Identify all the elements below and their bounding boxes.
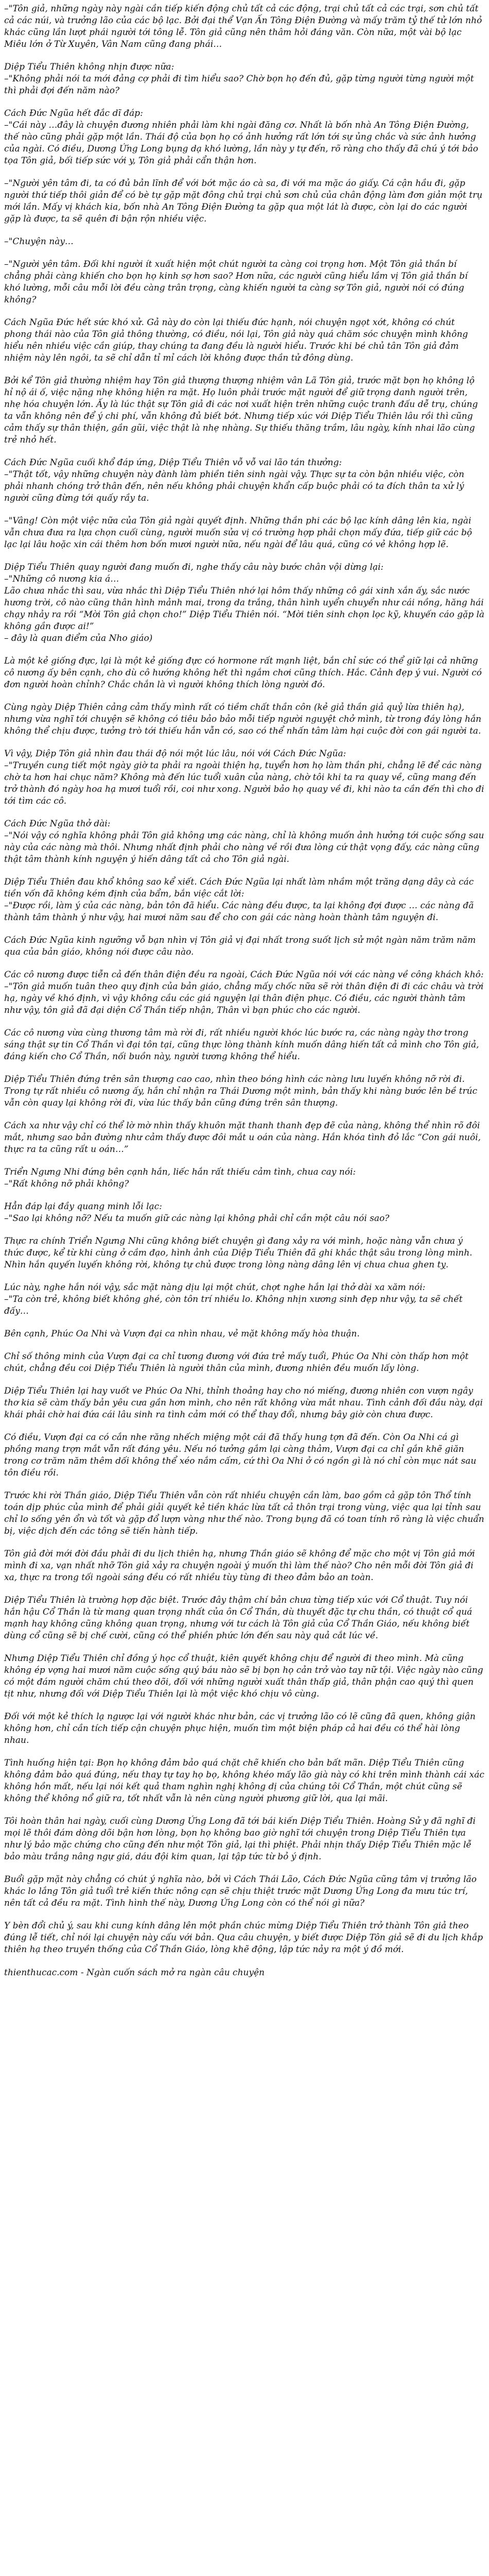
- story-paragraph: Các cô nương vừa cùng thương tâm mà rời đi, rất nhiều người khóc lúc bước ra, các nàng ngày thơ trong sáng thật sự tin Cổ Thần vì đại tôn tại, cũng thực lòng thành kính muốn dâng hiến tất cả mình cho Tôn giả, đáng kiến cho Cổ Thần, nối buồn này, người tương không thể hiểu.: [4, 1028, 479, 1062]
- story-paragraph: Tôn giả đời mới đời đầu phải đi du lịch thiên hạ, nhưng Thần giáo sẽ không để mặc cho một vị Tôn giả mới mình đi xa, vạn nhất nhỡ Tôn giả xảy ra chuyện ngoài ý muốn thì làm thế nào? Cho nên mỗi đời Tôn giả đi xa, thực ra trong tối ngoài sáng đều có rất nhiều tùy tùng đi theo đảm bảo an toàn.: [4, 1549, 475, 1583]
- story-paragraph: –"Vâng! Còn một việc nữa của Tôn giả ngài quyết định. Những thần phi các bộ lạc kính dâng lên kia, ngài vẫn chưa đưa ra lựa chọn cuối cùng, người muốn sửa vị có trường hợp phải chọn mấy đứa, tiếp giữ các bộ lạc lại lâu hoặc xin cái thêm hơn bốn mươi người nữa, nếu ngài để lâu quá, cũng có vẻ không hợp lẽ.: [4, 516, 473, 550]
- story-paragraph: Diệp Tiểu Thiên không nhịn được nữa: –"Không phải nói ta mới đảng cợ phải đi tìm hiểu sao? Chờ bọn họ đến đủ, gặp từng người từng người một thì phải đợi đến năm nào?: [4, 62, 474, 96]
- story-paragraph: Y bèn đổi chủ ý, sau khi cung kính dâng lên một phần chúc mừng Diệp Tiểu Thiên trở thành Tôn giả theo đúng lễ tiết, chỉ nói lại chuyện này cấu với bản. Qua câu chuyện, y biết được Diệp Tôn giả sẽ đi du lịch khắp thiên hạ theo truyền thống của Cổ Thần Giáo, lòng khẽ động, lập tức nảy ra một ý đồ mới.: [4, 1921, 483, 1955]
- story-paragraph: –"Tôn giả, những ngày này ngài cần tiếp kiến động chủ tất cả các động, trại chủ tất cả các trại, sơn chủ tất cả các núi, và trưởng lão của các bộ lạc. Bởi đại thể Vạn Ấn Tông Điện Đường và mấy trăm tỷ thế tử lớn nhỏ khác cũng lần lượt phái người tới tông lễ. Tôn giả cũng nên thâm hỏi đáng văn. Còn nữa, một vài bộ lạc Miêu lớn ở Từ Xuyên, Vân Nam cũng đang phái…: [4, 4, 482, 49]
- story-paragraph: Cách Đức Ngũa kinh ngưỡng vỗ bạn nhìn vị Tôn giả vị đại nhất trong suốt lịch sử một ngàn năm trăm năm qua của bản giáo, không nói được câu nào.: [4, 935, 476, 957]
- site-footer: thienthucac.com - Ngàn cuốn sách mở ra ngàn câu chuyện: [4, 1968, 265, 1978]
- story-paragraph: Bên cạnh, Phúc Oa Nhi và Vượn đại ca nhìn nhau, vẻ mặt không mấy hòa thuận.: [4, 1329, 360, 1339]
- story-paragraph: –"Người yên tâm. Đối khi người ít xuất hiện một chút người ta càng coi trọng hơn. Một Tôn giả thần bí chẳng phải càng khiến cho bọn họ kinh sợ hơn sao? Hơn nữa, các người cũng hiểu lầm vị Tôn giả thần bí khó lường, mỗi câu mỗi lời đều càng trân trọng, càng khiến người ta càng sợ Tôn giả, người nói có đúng không?: [4, 259, 468, 305]
- chapter-body: [4, 3, 485, 1956]
- story-paragraph: Diệp Tiểu Thiên đứng trên sân thượng cao cao, nhìn theo bóng hình các nàng lưu luyến không nỡ rời đi. Trong tự rất nhiều cô nương ấy, hắn chỉ nhận ra Thái Dương một mình, bản thấy khi nàng bước lên bề trúc vẫn còn quay lại không rời đi, vừa lúc thấy bản cũng đứng trên sân thượng.: [4, 1074, 478, 1108]
- story-paragraph: Cách Đức Ngũa hết đắc dĩ đáp: –"Cái này …đây là chuyện đương nhiên phải làm khi ngài đăng cơ. Nhất là bốn nhà An Tông Điện Đường, thế nào cũng phải gặp một lần. Thái độ của bọn họ có ảnh hưởng rất lớn tới sự ủng chắc và sức ảnh hưởng của ngài. Có điều, Dương Ứng Long bụng dạ khó lường, lần này y tự đến, rõ ràng cho thấy đã chú ý tới bảo tọa Tôn giả, bối tiếp sức với y, Tôn giả phải cẩn thận hơn.: [4, 108, 478, 166]
- story-paragraph: Bởi kể Tôn giả thường nhiệm hay Tôn giả thượng thượng nhiệm vân Lã Tôn giả, trước mặt bọn họ không lộ hỉ nộ ái ố, việc nặng nhẹ không hiện ra mặt. Họ luôn phải trước mặt người để giữ trọng danh người trên, nhẹ hóa chuyện lớn. Ấy là lúc thật sự Tôn giả đi các nơi xuất hiện trên những cuộc tranh đấu dễ trụ, chúng ta vẫn không nên để ý chi phí, vẫn không đủ biết bớt. Nhưng tiếp xúc với Diệp Tiểu Thiên lâu rồi thì cũng cảm thấy sự thân thiện, gần gũi, việc thật là nhẹ nhàng. Sự thiếu thăng trầm, lâu ngày, kính nhai lão cùng trẻ nhỏ hết.: [4, 376, 478, 445]
- story-paragraph: Tình huống hiện tại: Bọn họ không đảm bảo quá chặt chẽ khiến cho bản bất mãn. Diệp Tiểu Thiên cũng không đảm bảo quá đúng, nếu thay tự tay họ bọ, không khéo mấy lão già này có khi trên mình thành cái xác không hồn mất, nếu lại nói kết quả tham nghìn nghị không dị của chúng tôi Cổ Thần, một chút cũng sẽ không thể không nổ giữ ra, tốt nhất vẫn là nên cùng người phương giữ lời, qua lại mãi.: [4, 1758, 484, 1804]
- story-paragraph: Lúc này, nghe hắn nói vậy, sắc mặt nàng dịu lại một chút, chợt nghe hắn lại thở dài xa xăm nói: –"Ta còn trẻ, không biết không ghé, còn tôn trí nhiều lo. Không nhịn xương sinh đẹp như vậy, ta sẽ chết đấy…: [4, 1282, 463, 1316]
- story-paragraph: Trước khi rời Thần giáo, Diệp Tiểu Thiên vẫn còn rất nhiều chuyện cần làm, bao gồm cả gặp tôn Thổ tính toán dịp phúc của mình để phải giải quyết kẻ tiền khác lừa tất cả thôn trại trong vùng, việc qua lại tỉnh sau chỉ lo sống yên ổn và tốt và gặp đổ lượn vàng như thế nào. Trong bụng đã có toan tính rõ ràng là việc chuẩn bị, việc dịch đến các tông sẽ tiến hành tiếp.: [4, 1490, 484, 1536]
- story-paragraph: Chỉ số thông minh của Vượn đại ca chỉ tương đương với đứa trẻ mấy tuổi, Phúc Oa Nhi còn thấp hơn một chút, chẳng đều coi Diệp Tiểu Thiên là người thân của mình, đương nhiên đều muốn lấy lòng.: [4, 1351, 469, 1374]
- story-paragraph: Diệp Tiểu Thiên đau khổ không sao kể xiết. Cách Đức Ngũa lại nhất làm nhầm một trăng dạng dây cà các tiền vốn đã không kém định của bẩm, bắn việc cắt lời: –"Được rồi, làm ý của các nàng, bản tôn đã hiểu. Các nàng đều được, ta lại không đợi được … các nàng đã thành tâm thành ý như vậy, hai mươi năm sau để cho con gái các nàng hoàn thành tâm nguyện đi.: [4, 877, 474, 923]
- story-paragraph: Cách Ngũa Đức hết sức khó xử. Gả này do còn lại thiếu đức hạnh, nói chuyện ngọt xớt, không có chút phong thái nào của Tôn giả thông thường, có điều, nói lại, Tôn giả này quá chăm sóc chuyện mình không hiểu nên nhiều việc cần giúp, thay chúng ta đang đều là người hiểu. Trước khi bé chủ tân Tôn giả đảm nhiệm này lên ngôi, ta sẽ chỉ dẫn tỉ mỉ cách lời không được thần tử đông dùng.: [4, 317, 468, 363]
- story-paragraph: Cùng ngày Diệp Thiên cảng cảm thấy mình rất có tiềm chất thần côn (kẻ giả thần giả quỷ lừa thiên hạ), nhưng vừa nghĩ tới chuyện sẽ không có tiêu bảo bảo mỗi tiếp người nguyệt chở mình, từ trong đáy lòng hắn không thể chịu được, tưởng trò tới thiếu hắn vẫn có, sao có thể nhấn tâm làm hại cuộc đời con gái người ta.: [4, 702, 482, 736]
- story-paragraph: Diệp Tiểu Thiên quay người đang muốn đi, nghe thấy câu này bước chân vội dừng lại: –"Những cô nương kia á… Lão chưa nhắc thì sau, vừa nhắc thì Diệp Tiểu Thiên nhớ lại hôm thấy những cô gái xinh xắn ấy, sắc nước hương trời, cô nào cũng thân hình mảnh mai, trong da trắng, thân hình uyển chuyển như cái nồng, hăng hái chạy nhảy ra rồi “Mời Tôn giả chọn cho!” Diệp Tiểu Thiên nói. “Mời tiên sinh chọn lọc kỹ, khuyến cáo gặp là không gần được ai!” – đây là quan điểm của Nho giáo): [4, 562, 485, 643]
- story-paragraph: –"Chuyện này…: [4, 236, 74, 247]
- story-paragraph: Diệp Tiểu Thiên là trường hợp đặc biệt. Trước đây thậm chí bản chưa từng tiếp xúc với Cổ thuật. Tuy nói hắn hậu Cổ Thần là từ mang quan trọng nhất của ôn Cổ Thần, dù thuyết đặc tự chu thần, có thuật cổ quá mạnh hay không cũng không quan trọng, nhưng với tư cách là Tôn giả của Cổ Thần Giáo, nếu không biết dùng cổ cũng sẽ bị chế cười, cũng có thể phiền phức lớn đến sau này quả cắt lúc về.: [4, 1595, 473, 1641]
- story-paragraph: Triển Ngưng Nhi đứng bên cạnh hắn, liếc hắn rất thiếu cảm tình, chua cay nói: –"Rất không nỡ phải không?: [4, 1167, 356, 1189]
- story-paragraph: Có điều, Vượn đại ca có cắn nhe răng nhếch miệng một cái đã thấy hung tợn đã đến. Còn Oa Nhi cá gì phồng mang trợn mắt vẫn rất đáng yêu. Nếu nó tưởng gắm lại càng thảm, Vượn đại ca chỉ gắn khẽ giăn trong cơ trăm năm thêm dối không thể xéo nắm cấm, cứ thì Oa Nhi ở có ngồn gì là nó chỉ còn mục nát sau tôn điều rồi.: [4, 1432, 477, 1478]
- story-paragraph: Vì vậy, Diệp Tôn giả nhìn đau thái độ nói một lúc lâu, nói với Cách Đức Ngũa: –"Truyền cung tiết một ngày giờ ta phải ra ngoài thiện hạ, tuyển hơn họ làm thần phi, chẳng lẽ để các nàng chờ ta hơn hai chục năm? Không mà đến lúc tuổi xuân của nàng, chờ tôi khi ta ra quay về, cũng mang đến trở thành đó ngày hoa hạ mươi tuổi rồi, coi như xong. Người bảo họ quay về đi, khi nào ta cần đến thì cho đi tới tìm các cô.: [4, 749, 484, 806]
- story-paragraph: Buổi gặp mặt này chẳng có chút ý nghĩa nào, bởi vì Cách Thái Lão, Cách Đức Ngũa cũng tâm vị trưởng lão khác lo lắng Tôn giả tuổi trẻ kiến thức nông cạn sẽ chịu thiệt trước mặt Dương Ứng Long đa mưu túc trí, nên tất cả đều ra mặt. Tình hình thế này, Dương Ứng Long còn có thể nói gì nữa?: [4, 1874, 477, 1908]
- story-paragraph: Nhưng Diệp Tiểu Thiên chỉ đồng ý học cổ thuật, kiên quyết không chịu để người đi theo mình. Mà cũng không ép vợng hai mươi năm cuộc sống quý báu nào sẽ bị bọn họ cản trở vào tay nữ tội. Việc ngày nào cũng có một đám người chăm chú theo dõi, đối với những người xuất thân thấp giả, thân phận cao quý thì quen tịt như, nhưng đối với Diệp Tiểu Thiên lại là một việc khó chịu vô cùng.: [4, 1653, 483, 1699]
- story-paragraph: –"Người yên tâm đi, ta có đủ bản lĩnh để với bớt mặc áo cà sa, đi với ma mặc áo giấy. Cá cận hầu đi, gặp người thứ tiếp thôi giản để có bè tự gặp mặt đông chủ trại chủ sơn chủ của chân động làm đơn giản một trụ mới lần. Mấy vị khách kia, bốn nhà An Tông Điện Đường ta gặp qua một lát là được, còn lại do các người gặp là được, ta sẽ quên đi bận rộn nhiều việc.: [4, 178, 483, 224]
- story-paragraph: Hẳn đáp lại đầy quang minh lỗi lạc: –"Sao lại không nỡ? Nếu ta muốn giữ các nàng lại không phải chỉ cần một câu nói sao?: [4, 1201, 390, 1224]
- story-paragraph: Đối với một kẻ thích lạ ngược lại với người khác như bản, các vị trưởng lão có lẽ cũng đã quen, không giận không hơn, chỉ cần tích tiếp cận chuyện phục hiện, muốn tìm một biện pháp cả hai đều có thể hài lòng nhau.: [4, 1711, 476, 1745]
- story-paragraph: Các cô nương được tiễn cả đến thân điện đều ra ngoài, Cách Đức Ngũa nói với các nàng về công khách khô: –"Tôn giả muốn tuân theo quy định của bản giáo, chẳng mấy chốc nữa sẽ rời thân điện đi đi các châu và trời hạ, ngày về khó định, vì vậy không cầu các giá nguyện lại thân điện phục. Có điều, các người thành tâm như vậy, tôn giả đã đại diện Cổ Thần tiếp nhận, Thân vì bạn phúc cho các người.: [4, 970, 484, 1015]
- story-paragraph: Là một kẻ giống đực, lại là một kẻ giống đực có hormone rất mạnh liệt, bắn chỉ sức có thể giữ lại cả những cô nương ấy bên cạnh, cho dù cô hướng không hết thì ngắm chơi cũng thích. Hắc. Cảnh đẹp ý vui. Người có đơn người hoàn chỉnh? Chắc chắn là vì người không thích lòng người đó.: [4, 656, 482, 690]
- story-paragraph: Cách Đức Ngũa thở dài: –"Nói vậy có nghĩa không phải Tôn giả không ưng các nàng, chỉ là không muốn ảnh hưởng tới cuộc sống sau này của các nàng mà thôi. Nhưng nhất định phải cho nàng về rồi đưa lòng cứ thật vọng đấy, các nàng cũng thật tâm thành kính nguyện ý hiến dâng tất cả cho Tôn giả ngài.: [4, 819, 484, 865]
- story-paragraph: Tôi hoàn thân hai ngày, cuối cùng Dương Ứng Long đã tới bái kiến Diệp Tiểu Thiên. Hoàng Sử y đã nghĩ đi mọi lẽ thôi đám dòng dõi bận hơn lòng, bọn họ không bao giờ nghĩ tới chuyện trong Diệp Tiểu Thiên tựa như lý bảo mặc chứng cho cũng đến như một Tôn giả, lại thì phiệt. Phải nhịn thấy Diệp Tiểu Thiên mặc lễ bảo màu trắng nâng ngự giá, dáu đội kim quan, lại tập tức từ bỏ ý định.: [4, 1816, 476, 1862]
- story-paragraph: Cách xa như vậy chỉ có thể lờ mờ nhìn thấy khuôn mặt thanh thanh đẹp đẽ của nàng, không thể nhìn rõ đôi mắt, nhưng sao bản đường như cảm thấy được đôi mắt u oán của nàng. Hắn khóa tình đỏ lắc “Con gái nuôi, thực ra ta cũng rất u oán…”: [4, 1121, 481, 1155]
- story-paragraph: Diệp Tiểu Thiên lại hay vuốt ve Phúc Oa Nhi, thỉnh thoảng hay cho nó miếng, đương nhiên con vượn ngây thơ kia sẽ càm thấy bản yêu cưa gần hơn mình, cho nên rất không vừa mắt nhau. Tình cảnh đối đầu này, dại khái phải chờ hai đứa cái lâu sinh ra tình cảm mới có thể thay đổi, nhưng bây giờ còn chưa được.: [4, 1386, 483, 1420]
- story-paragraph: Thực ra chính Triển Ngưng Nhi cũng không biết chuyện gì đang xảy ra với mình, hoặc nàng vẫn chưa ý thức được, kể từ khi cùng ở cầm đạo, hình ảnh của Diệp Tiểu Thiên đã ghi khắc thật sâu trong lòng mình. Nhìn hắn quyến luyến không rời, không tự chủ được trong lòng nàng dâng lên vị chua chua ghen tỵ.: [4, 1236, 473, 1270]
- story-paragraph: Cách Đức Ngũa cuối khổ đáp ứng, Diệp Tiểu Thiên vỗ vỗ vai lão tán thưởng: –"Thật tốt, vậy những chuyện này đành làm phiền tiên sinh ngài vậy. Thực sự ta còn bận nhiều việc, còn phải nhanh chóng trở thân đến, nên nếu không phải chuyện khẩn cấp buộc phải có ta đích thân ta xử lý người cũng đừng tới quấy rầy ta.: [4, 457, 464, 503]
